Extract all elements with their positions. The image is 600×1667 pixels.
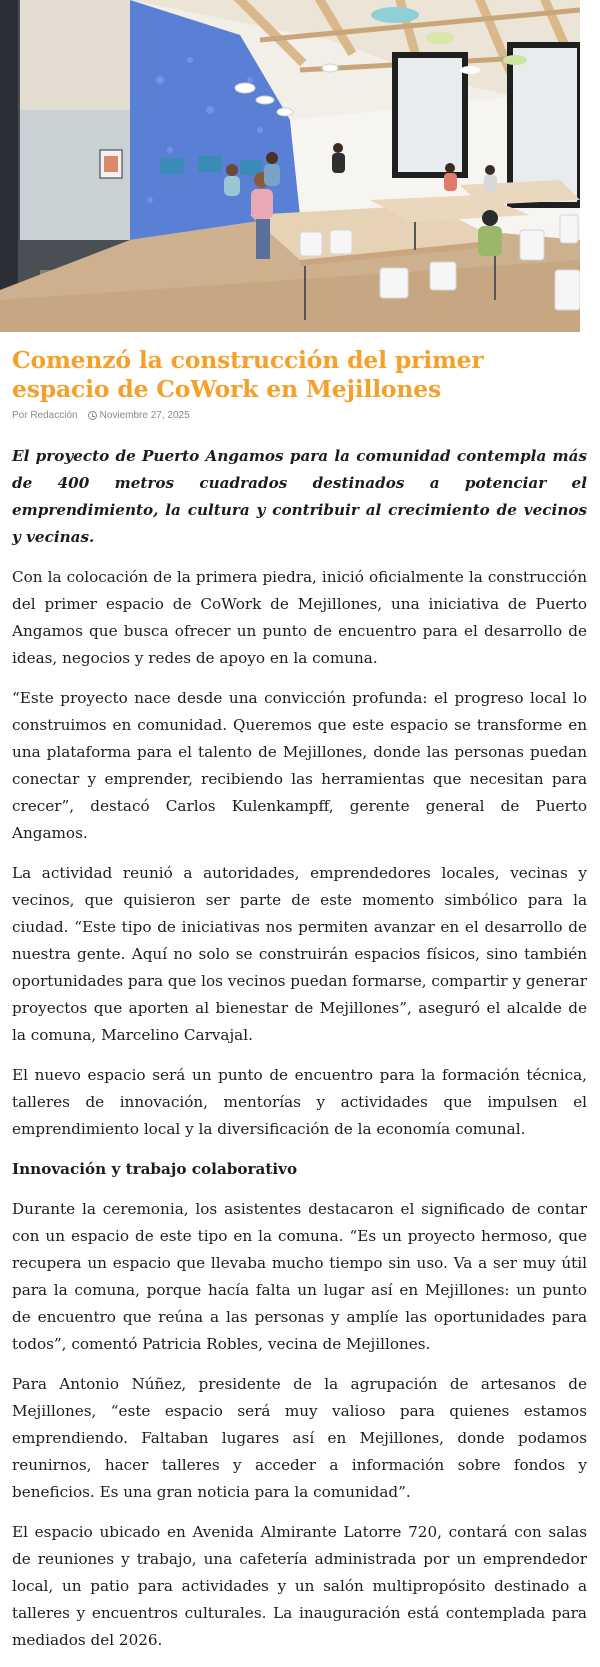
paragraph: Durante la ceremonia, los asistentes destacaron el significado de contar con un espacio de este tipo en la comuna. “Es un proyecto hermoso, que recupera un espacio que llevaba mucho tiempo sin uso. Va a ser muy útil para la comuna, porque hacía falta un lugar así en Mejillones: un punto de encuentro que reúna a las personas y amplíe las oportunidades para todos”, comentó Patricia Robles, vecina de Mejillones. bbox=[12, 1200, 587, 1353]
paragraph: El espacio ubicado en Avenida Almirante Latorre 720, contará con salas de reuniones y trabajo, una cafetería administrada por un emprendedor local, un patio para actividades y un salón multipropósito destinado a talleres y encuentros culturales. La inauguración está contemplada para mediados del 2026. bbox=[12, 1523, 587, 1649]
clock-icon bbox=[88, 411, 97, 420]
paragraph: Con la colocación de la primera piedra, inició oficialmente la construcción del primer espacio de CoWork de Mejillones, una iniciativa de Puerto Angamos que busca ofrecer un punto de encuentro para el desarrollo de ideas, negocios y redes de apoyo en la comuna. bbox=[12, 568, 587, 667]
hero-image bbox=[0, 0, 580, 332]
article-body bbox=[12, 443, 587, 1654]
paragraph: El nuevo espacio será un punto de encuentro para la formación técnica, talleres de innovación, mentorías y actividades que impulsen el emprendimiento local y la diversificación de la economía comunal. bbox=[12, 1066, 587, 1138]
paragraph: Para Antonio Núñez, presidente de la agrupación de artesanos de Mejillones, “este espacio será muy valioso para quienes estamos emprendiendo. Faltaban lugares así en Mejillones, donde podamos reunirnos, hacer talleres y acceder a información sobre fondos y beneficios. Es una gran noticia para la comunidad”. bbox=[12, 1375, 587, 1501]
paragraph: La actividad reunió a autoridades, emprendedores locales, vecinas y vecinos, que quisieron ser parte de este momento simbólico para la ciudad. “Este tipo de iniciativas nos permiten avanzar en el desarrollo de nuestra gente. Aquí no solo se construirán espacios físicos, sino también oportunidades para que los vecinos puedan formarse, compartir y generar proyectos que aporten al bienestar de Mejillones”, aseguró el alcalde de la comuna, Marcelino Carvajal. bbox=[12, 864, 587, 1044]
paragraph: “Este proyecto nace desde una convicción profunda: el progreso local lo construimos en comunidad. Queremos que este espacio se transforme en una plataforma para el talento de Mejillones, donde las personas puedan conectar y emprender, recibiendo las herramientas que necesitan para crecer”, destacó Carlos Kulenkampff, gerente general de Puerto Angamos. bbox=[12, 689, 587, 842]
article-lead: El proyecto de Puerto Angamos para la comunidad contempla más de 400 metros cuadrados destinados a potenciar el emprendimiento, la cultura y contribuir al crecimiento de vecinos y vecinas. bbox=[12, 447, 587, 546]
article-title: Comenzó la construcción del primer espacio de CoWork en Mejillones bbox=[12, 346, 484, 403]
author-link[interactable]: Por Redacción bbox=[12, 410, 78, 421]
publish-date: Noviembre 27, 2025 bbox=[99, 410, 190, 421]
section-subheading: Innovación y trabajo colaborativo bbox=[12, 1160, 298, 1178]
article-meta bbox=[12, 410, 587, 421]
article bbox=[12, 332, 587, 1667]
